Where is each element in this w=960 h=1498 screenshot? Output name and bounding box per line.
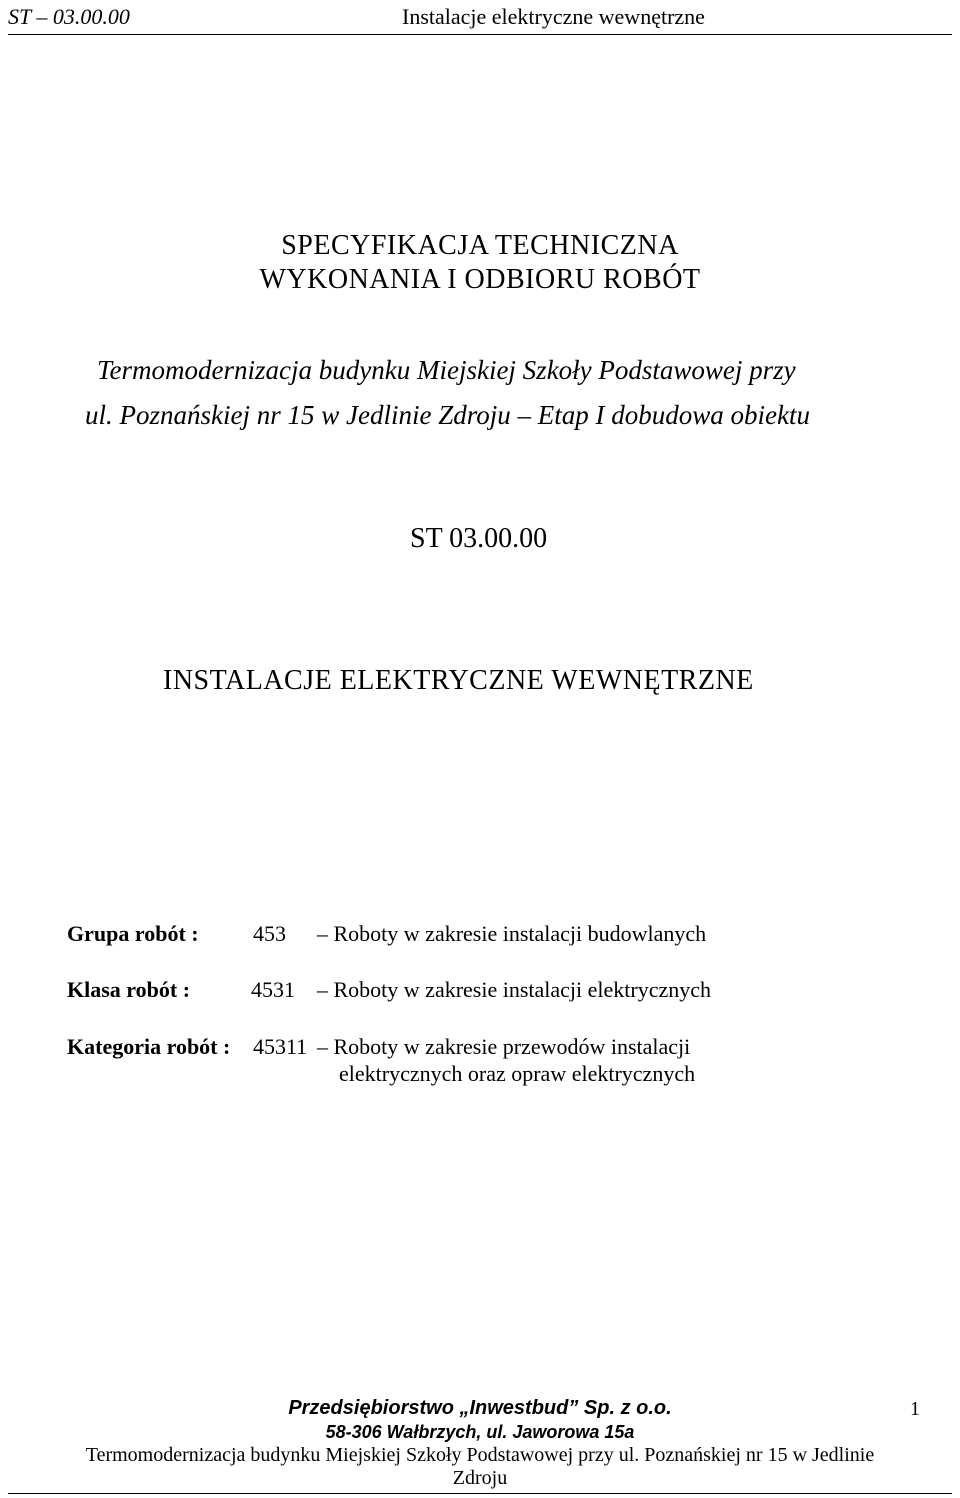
footer-project-line-1: Termomodernizacja budynku Miejskiej Szkoły Podstawowej przy ul. Poznańskiej nr 15 w Jedlinie: [85, 1444, 875, 1466]
page-number: 1: [910, 1398, 920, 1420]
footer-divider: [8, 1493, 952, 1494]
category-description-line-2: elektrycznych oraz opraw elektrycznych: [339, 1061, 696, 1086]
project-name-line-1: Termomodernizacja budynku Miejskiej Szkoły Podstawowej przy: [97, 355, 796, 385]
category-label: Kategoria robót :: [67, 1034, 231, 1059]
spec-subject-title: INSTALACJE ELEKTRYCZNE WEWNĘTRZNE: [163, 665, 754, 696]
footer-project-line-2: Zdroju: [452, 1467, 508, 1489]
class-label: Klasa robót :: [67, 977, 191, 1002]
group-description: – Roboty w zakresie instalacji budowlanych: [317, 921, 707, 946]
class-code: 4531: [251, 977, 295, 1002]
group-code: 453: [253, 921, 286, 946]
spec-title-line-1: SPECYFIKACJA TECHNICZNA: [281, 230, 679, 261]
group-label: Grupa robót :: [67, 921, 199, 946]
project-name-line-2: ul. Poznańskiej nr 15 w Jedlinie Zdroju – Etap I dobudowa obiektu: [85, 400, 810, 430]
category-code: 45311: [253, 1034, 308, 1059]
footer-company-address: 58-306 Wałbrzych, ul. Jaworowa 15a: [325, 1422, 635, 1442]
spec-code: ST 03.00.00: [410, 523, 548, 554]
header-document-title: Instalacje elektryczne wewnętrzne: [402, 4, 705, 29]
header-document-code: ST – 03.00.00: [8, 4, 130, 29]
footer-company-name: Przedsiębiorstwo „Inwestbud” Sp. z o.o.: [288, 1397, 672, 1419]
header-divider: [8, 34, 952, 35]
spec-title-line-2: WYKONANIA I ODBIORU ROBÓT: [259, 264, 701, 295]
class-description: – Roboty w zakresie instalacji elektrycznych: [317, 977, 712, 1002]
category-description-line-1: – Roboty w zakresie przewodów instalacji: [317, 1034, 691, 1059]
